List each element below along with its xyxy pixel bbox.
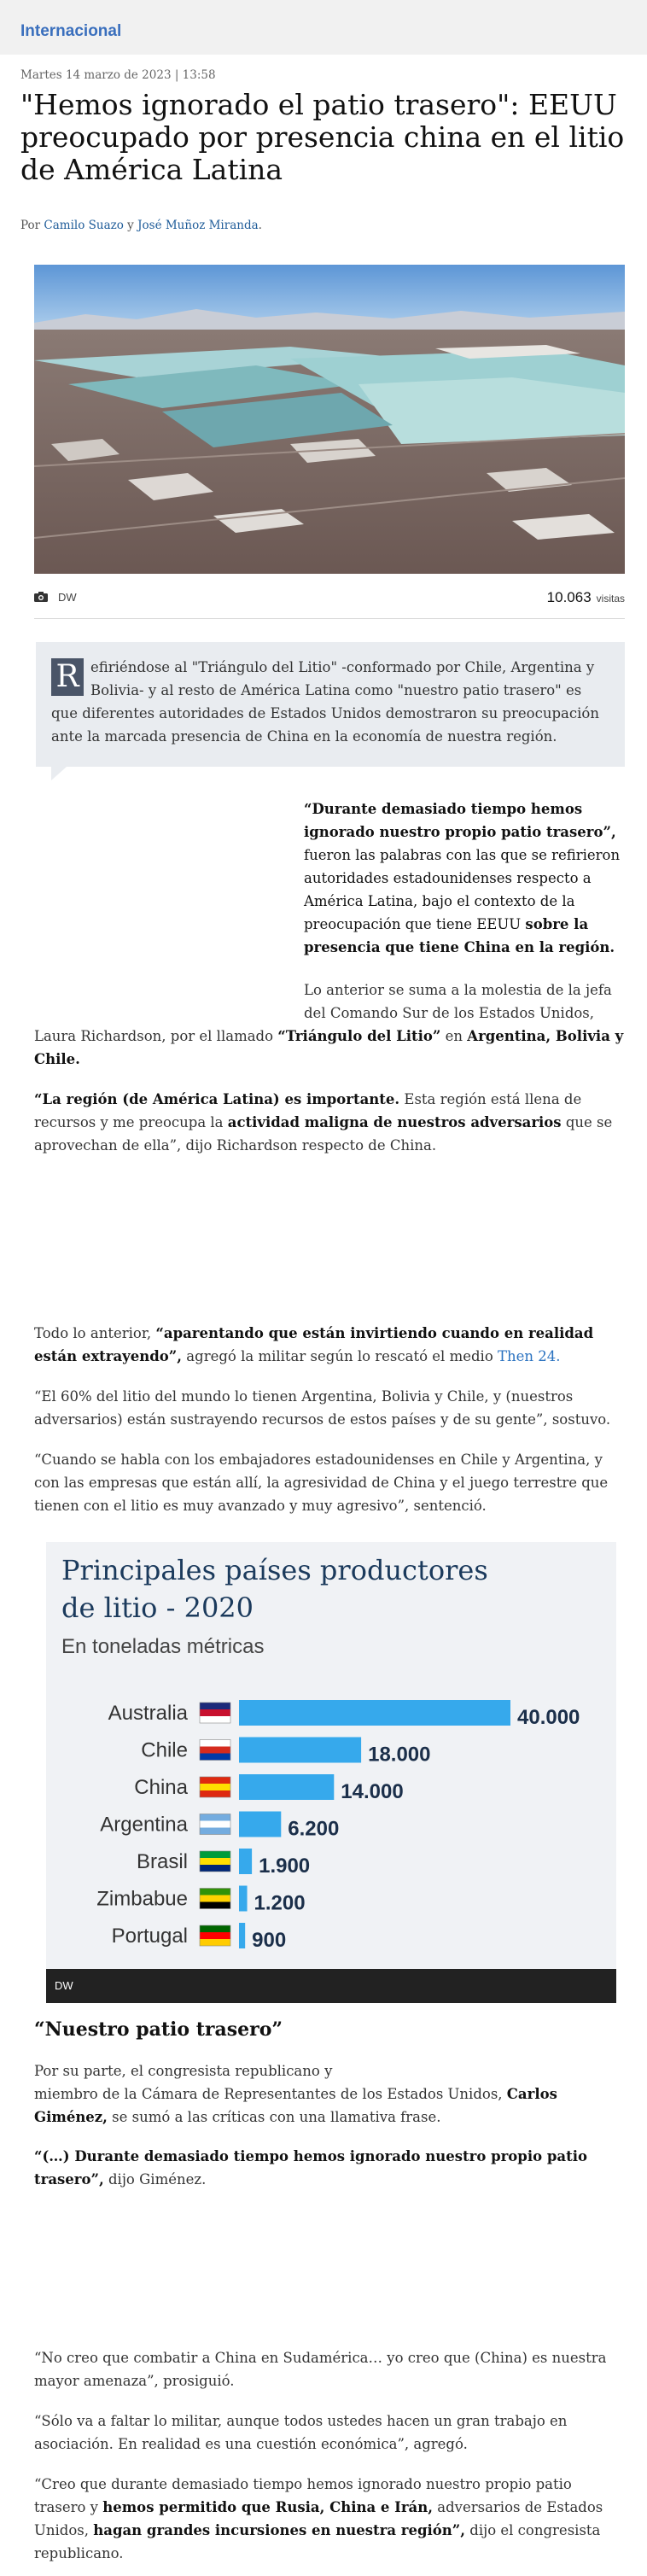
- bar-portugal: [239, 1923, 245, 1948]
- p11-text-end: dijo el congresista republicano.: [34, 2522, 601, 2561]
- p2-mid: en: [440, 1028, 468, 1044]
- subheading: “Nuestro patio trasero”: [34, 2018, 283, 2041]
- paragraph-embajadores: “Cuando se habla con los embajadores estadounidenses en Chile y Argentina, y con las empresas que están allí, la agresividad de China y el juego terrestre que tienen con el litio es muy avanzado y muy agresivo”, sentenció.: [34, 1452, 609, 1514]
- byline-prefix: Por: [20, 219, 44, 232]
- p11-bold-end: hagan grandes incursiones en nuestra región”,: [93, 2522, 466, 2538]
- camera-icon: [34, 592, 48, 602]
- paragraph-gimenez-intro-1: Por su parte, el congresista republicano y: [34, 2063, 333, 2079]
- chart-subtitle: En toneladas métricas: [61, 1635, 265, 1658]
- p11-bold: hemos permitido que Rusia, China e Irán,: [102, 2499, 433, 2515]
- paragraph-60-percent: “El 60% del litio del mundo lo tienen Argentina, Bolivia y Chile, y (nuestros adversarios) están sustrayendo recursos de estos países y de su gente”, sostuvo.: [34, 1388, 611, 1428]
- p2-bold: “Triángulo del Litio”: [277, 1028, 441, 1044]
- chart-source-bar: [46, 1969, 616, 2003]
- paragraph-gimenez-intro-2: [34, 2082, 625, 2129]
- p8-text: dijo Giménez.: [103, 2171, 207, 2188]
- paragraph-extrayendo: [34, 1322, 625, 1368]
- byline-suffix: .: [258, 219, 262, 232]
- lithium-bar-chart: [46, 1542, 616, 1969]
- paragraph-comando-sur: Lo anterior se suma a la molestia de la jefa del Comando Sur de los Estados Unidos,: [304, 982, 612, 1021]
- p11-text-mid: adversarios de Estados Unidos,: [34, 2499, 603, 2538]
- chart-source: DW: [55, 1979, 73, 1992]
- p3-text-end: que se aprovechan de ella”, dijo Richardson respecto de China.: [34, 1114, 613, 1154]
- lead-summary: [36, 642, 625, 767]
- byline: [20, 219, 262, 232]
- flag-icon-brasil: [200, 1851, 230, 1872]
- paragraph-gimenez-quote: [34, 2145, 625, 2191]
- flag-icon-zimbabue: [200, 1889, 230, 1909]
- bar-argentina: [239, 1812, 281, 1837]
- bar-zimbabue: [239, 1886, 248, 1912]
- quote-bold: “Durante demasiado tiempo hemos ignorado nuestro propio patio trasero”,: [304, 801, 616, 840]
- value-label-australia: 40.000: [517, 1706, 580, 1729]
- value-label-chile: 18.000: [368, 1743, 431, 1767]
- lead-text: efiriéndose al "Triángulo del Litio" -conformado por Chile, Argentina y Bolivia- y al resto de América Latina como "nuestro patio trasero" es que diferentes autoridades de Estados Unidos demostraron su preocupación ante la marcada presencia de China en la economía de nuestra región.: [51, 659, 599, 745]
- photo-credit: DW: [58, 591, 77, 604]
- value-label-portugal: 900: [252, 1929, 287, 1952]
- then24-link[interactable]: Then 24.: [498, 1348, 561, 1364]
- value-label-argentina: 6.200: [288, 1817, 340, 1841]
- publish-date: Martes 14 marzo de 2023 | 13:58: [20, 68, 216, 82]
- category-label-china: China: [134, 1776, 188, 1799]
- value-label-china: 14.000: [341, 1780, 404, 1803]
- value-label-zimbabue: 1.200: [254, 1891, 306, 1915]
- bar-australia: [239, 1700, 510, 1726]
- flag-icon-china: [200, 1777, 230, 1797]
- bar-china: [239, 1774, 334, 1800]
- value-label-brasil: 1.900: [259, 1855, 311, 1878]
- quote-bold-end: sobre la presencia que tiene China en la región.: [304, 916, 615, 955]
- flag-icon-chile: [200, 1740, 230, 1761]
- author-link-2[interactable]: José Muñoz Miranda: [137, 219, 259, 232]
- lithium-chart: [46, 1542, 616, 2003]
- p3-bold: “La región (de América Latina) es importante.: [34, 1091, 400, 1107]
- paragraph-incursiones: [34, 2473, 625, 2565]
- hero-image: [34, 265, 625, 574]
- chart-title: Principales países productores de litio - 2020: [61, 1554, 488, 1624]
- visit-count: 10.063: [546, 589, 592, 605]
- p4-bold: “aparentando que están invirtiendo cuando en realidad están extrayendo”,: [34, 1325, 594, 1364]
- visit-label: visitas: [596, 593, 625, 605]
- flag-icon-portugal: [200, 1925, 230, 1946]
- bar-brasil: [239, 1849, 252, 1874]
- lithium-ponds-photo: [34, 265, 625, 574]
- p7-text-end: se sumó a las críticas con una llamativa frase.: [107, 2109, 441, 2125]
- quote-text: fueron las palabras con las que se refirieron autoridades estadounidenses respecto a América Latina, bajo el contexto de la preocupación que tiene EEUU: [304, 847, 621, 932]
- p4-text: Todo lo anterior,: [34, 1325, 156, 1341]
- paragraph-richardson: [34, 1025, 625, 1071]
- category-label-brasil: Brasil: [136, 1850, 188, 1873]
- category-label-argentina: Argentina: [100, 1813, 188, 1837]
- flag-icon-argentina: [200, 1814, 230, 1835]
- p8-bold: “(…) Durante demasiado tiempo hemos ignorado nuestro propio patio trasero”,: [34, 2148, 587, 2188]
- p3-bold-adversarios: actividad maligna de nuestros adversarios: [227, 1114, 562, 1130]
- pull-quote-paragraph: [304, 797, 625, 959]
- p2-text: Laura Richardson, por el llamado: [34, 1028, 278, 1044]
- divider: [34, 618, 625, 619]
- photo-meta: [34, 589, 625, 611]
- byline-separator: y: [123, 219, 138, 232]
- category-label-australia: Australia: [108, 1702, 188, 1725]
- drop-cap: R: [51, 658, 84, 696]
- p4-text-end: agregó la militar según lo rescató el medio: [182, 1348, 498, 1364]
- headline: "Hemos ignorado el patio trasero": EEUU preocupado por presencia china en el litio de América Latina: [20, 88, 625, 186]
- p3-text: Esta región está llena de recursos y me preocupa la: [34, 1091, 582, 1130]
- p2-bold-countries: Argentina, Bolivia y Chile.: [34, 1028, 624, 1067]
- paragraph-militar: “Sólo va a faltar lo militar, aunque todos ustedes hacen un gran trabajo en asociación. En realidad es una cuestión económica”, agregó.: [34, 2413, 568, 2452]
- p11-text: “Creo que durante demasiado tiempo hemos ignorado nuestro propio patio trasero y: [34, 2476, 572, 2515]
- flag-icon-australia: [200, 1703, 230, 1723]
- category-label-chile: Chile: [141, 1738, 188, 1762]
- category-label-portugal: Portugal: [111, 1925, 188, 1948]
- section-link[interactable]: Internacional: [20, 22, 122, 40]
- p7-text: miembro de la Cámara de Representantes de los Estados Unidos,: [34, 2086, 507, 2102]
- paragraph-region: [34, 1088, 625, 1157]
- paragraph-amenaza: “No creo que combatir a China en Sudamérica… yo creo que (China) es nuestra mayor amenaza”, prosiguió.: [34, 2350, 607, 2389]
- p7-bold: Carlos Giménez,: [34, 2086, 557, 2125]
- section-bar: [0, 0, 647, 55]
- bar-chile: [239, 1738, 361, 1763]
- visit-counter: [547, 589, 625, 606]
- author-link-1[interactable]: Camilo Suazo: [44, 219, 124, 232]
- category-label-zimbabue: Zimbabue: [96, 1887, 188, 1911]
